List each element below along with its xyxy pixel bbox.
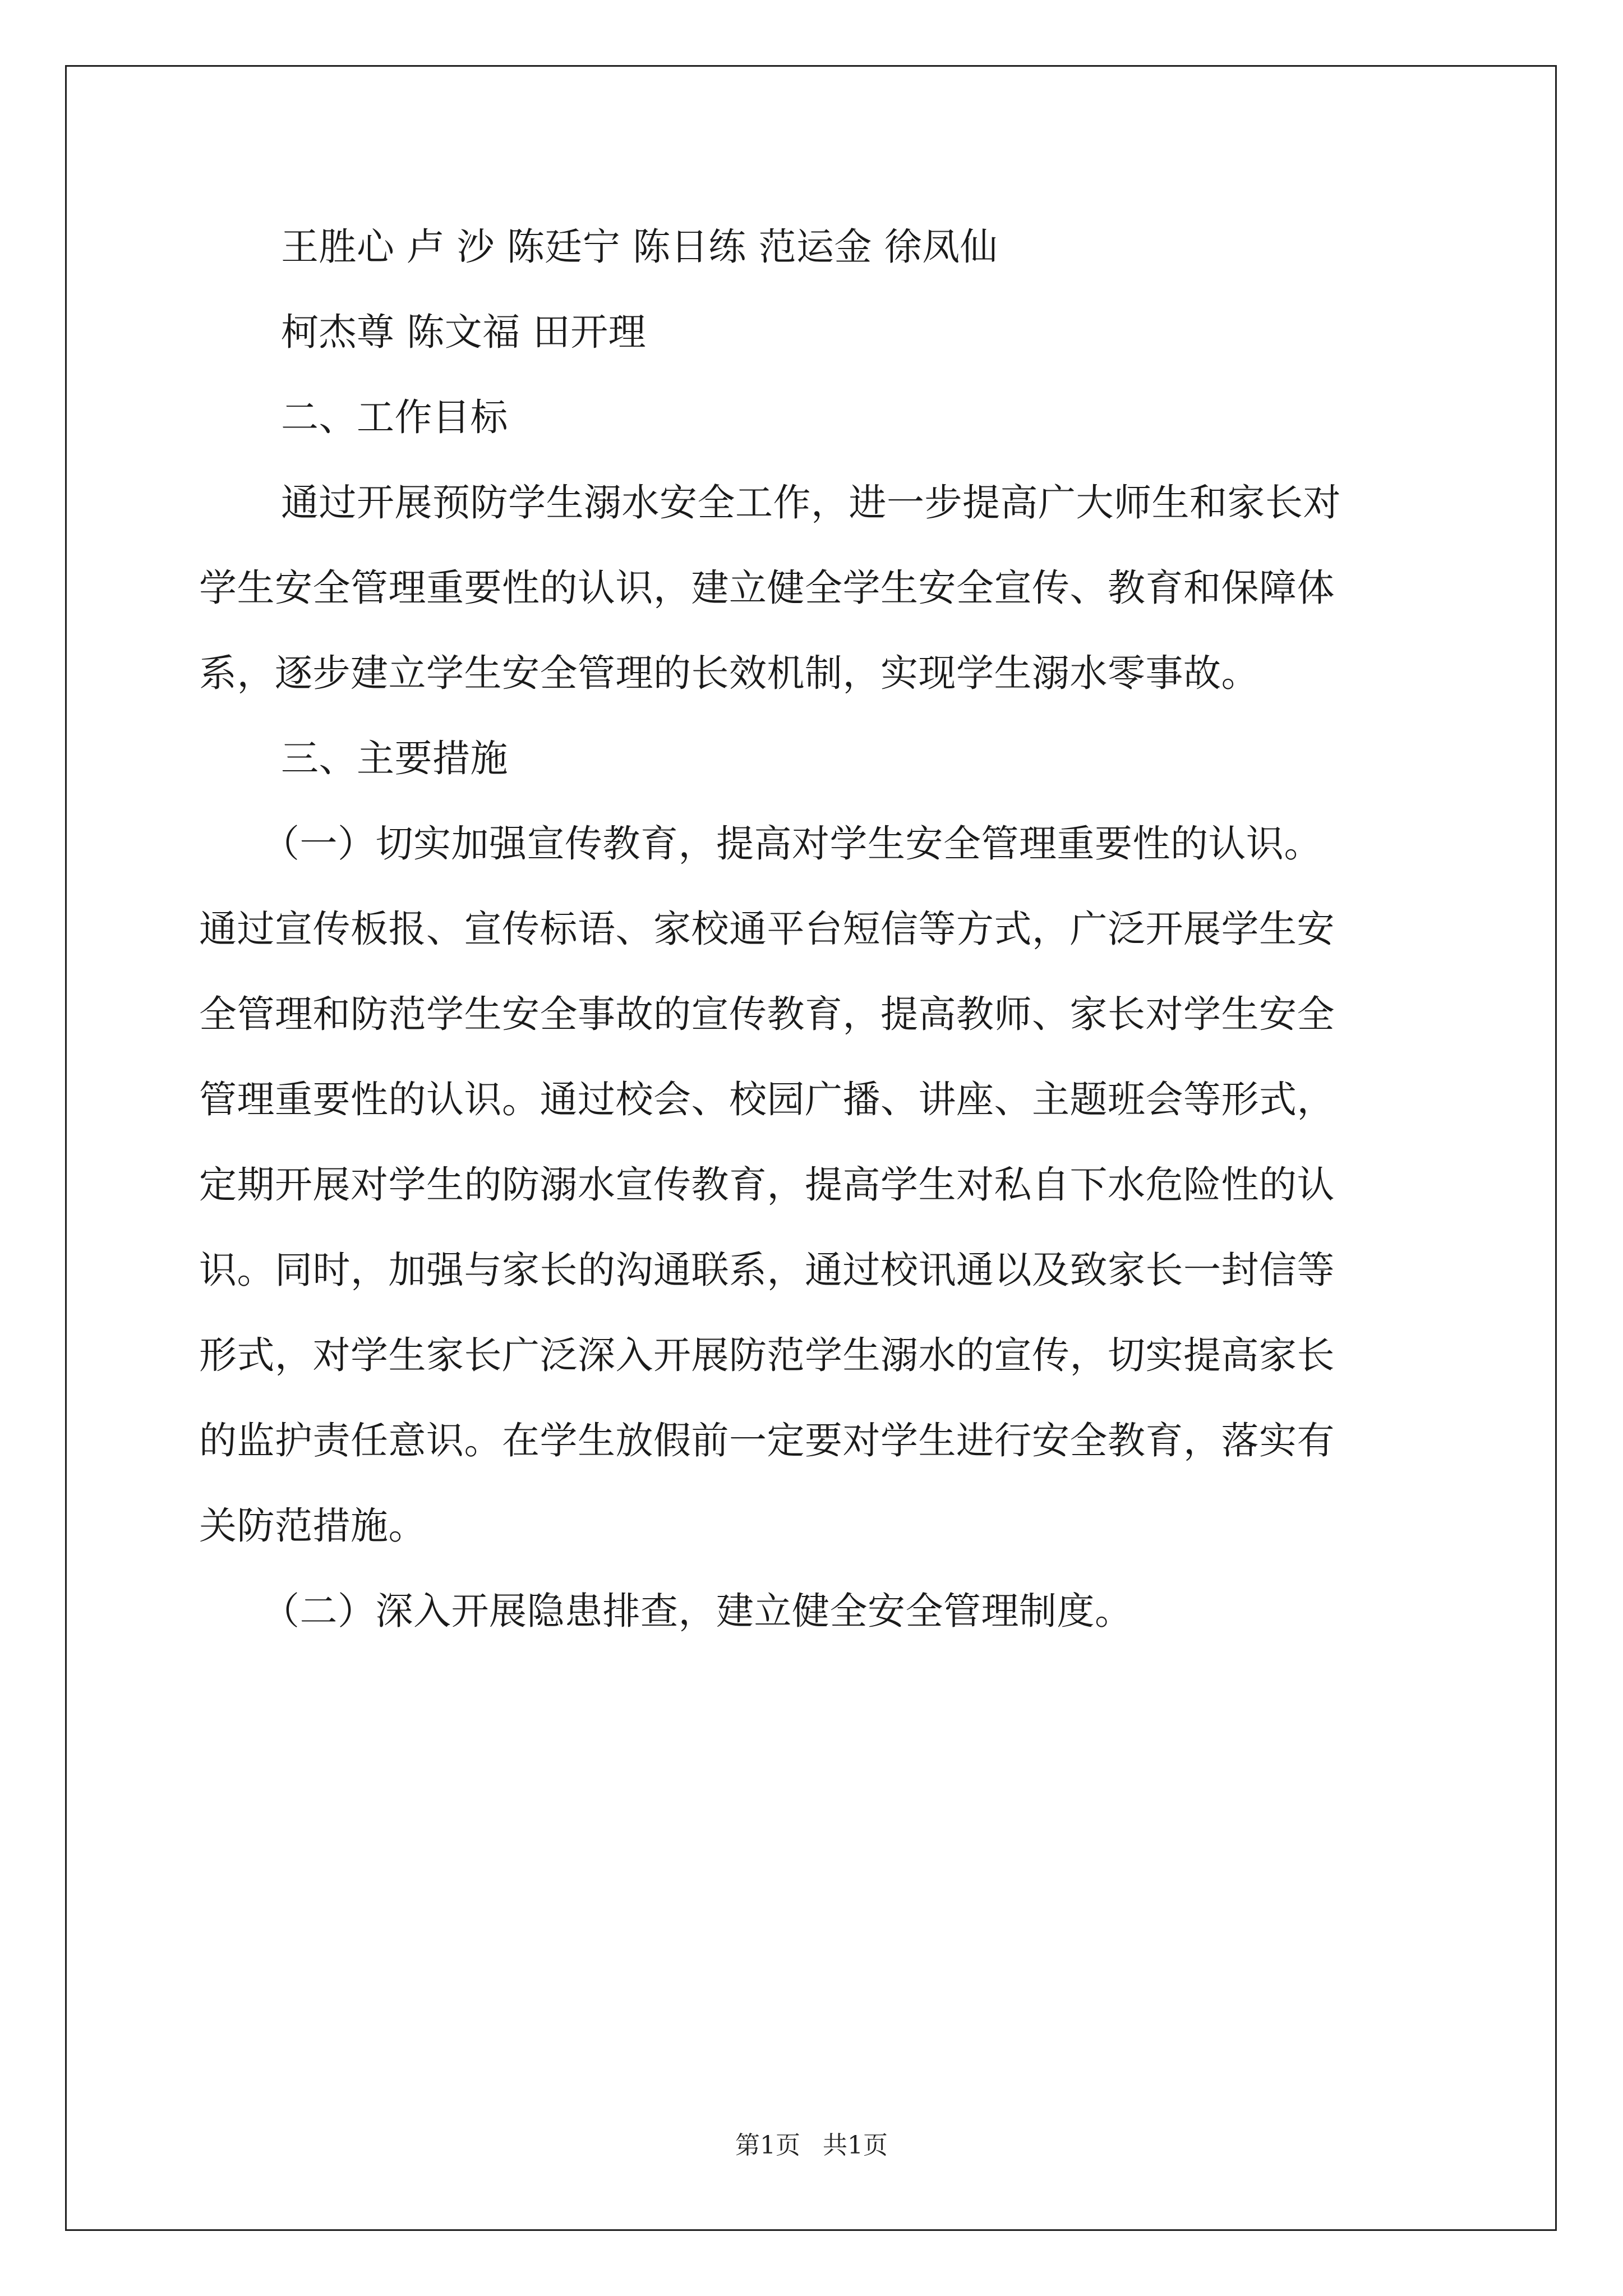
paragraph-line: 的监护责任意识。在学生放假前一定要对学生进行安全教育，落实有	[199, 1419, 1335, 1462]
subheading-one: （一）切实加强宣传教育，提高对学生安全管理重要性的认识。	[262, 822, 1322, 866]
paragraph-line: 通过宣传板报、宣传标语、家校通平台短信等方式，广泛开展学生安	[199, 907, 1335, 951]
paragraph-line: 定期开展对学生的防溺水宣传教育，提高学生对私自下水危险性的认	[199, 1163, 1335, 1207]
section-heading-goals: 二、工作目标	[281, 395, 508, 439]
paragraph-line: 系，逐步建立学生安全管理的长效机制，实现学生溺水零事故。	[199, 651, 1259, 695]
paragraph-line: 管理重要性的认识。通过校会、校园广播、讲座、主题班会等形式，	[199, 1078, 1335, 1121]
paragraph-line: 通过开展预防学生溺水安全工作，进一步提高广大师生和家长对	[281, 481, 1341, 524]
paragraph-line: 全管理和防范学生安全事故的宣传教育，提高教师、家长对学生安全	[199, 992, 1335, 1036]
section-heading-measures: 三、主要措施	[281, 737, 508, 780]
page-number: 第1页	[735, 2131, 800, 2160]
name-list-line-2: 柯杰尊 陈文福 田开理	[281, 310, 647, 354]
paragraph-line: 识。同时，加强与家长的沟通联系，通过校讯通以及致家长一封信等	[199, 1248, 1335, 1292]
paragraph-line: 学生安全管理重要性的认识，建立健全学生安全宣传、教育和保障体	[199, 566, 1335, 610]
paragraph-line: 关防范措施。	[199, 1504, 426, 1548]
name-list-line-1: 王胜心 卢 沙 陈廷宁 陈日练 范运金 徐凤仙	[281, 225, 998, 269]
page-total: 共1页	[823, 2131, 888, 2160]
document-body	[199, 219, 1436, 1639]
subheading-two: （二）深入开展隐患排查，建立健全安全管理制度。	[262, 1589, 1133, 1633]
paragraph-line: 形式，对学生家长广泛深入开展防范学生溺水的宣传，切实提高家长	[199, 1333, 1335, 1377]
page-footer	[0, 2129, 1623, 2162]
